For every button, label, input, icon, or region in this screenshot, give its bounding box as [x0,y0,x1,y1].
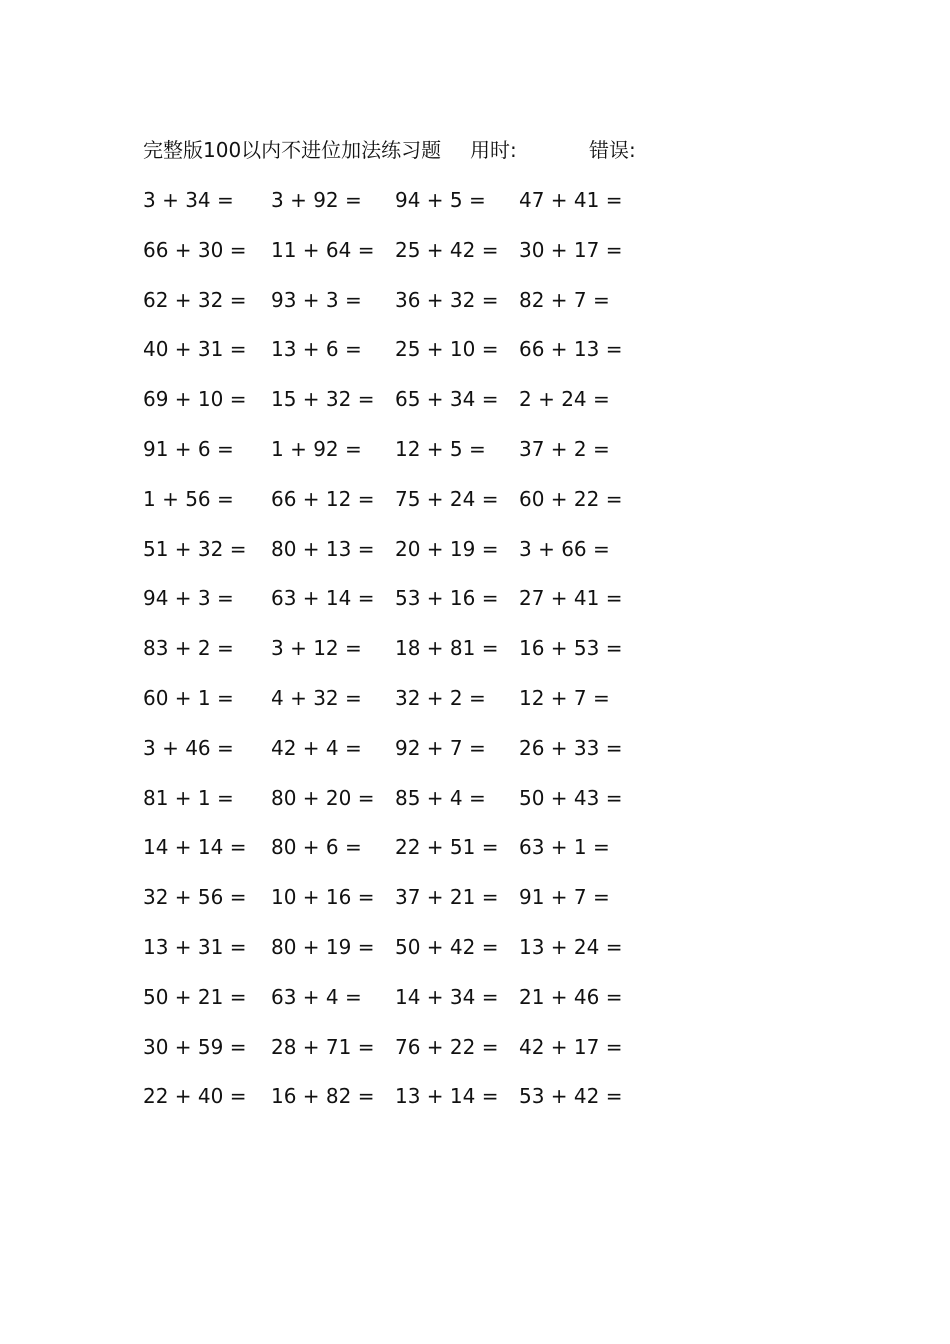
addition-problem: 3 + 66 = [519,536,610,561]
addition-problem: 50 + 21 = [143,984,247,1009]
addition-problem: 53 + 16 = [395,586,499,611]
addition-problem: 14 + 34 = [395,984,499,1009]
addition-problem: 27 + 41 = [519,586,623,611]
addition-problem: 80 + 6 = [271,835,362,860]
errors-label: 错误: [589,138,636,162]
problem-row [143,983,663,1033]
problem-row [143,385,663,435]
addition-problem: 80 + 19 = [271,934,375,959]
addition-problem: 40 + 31 = [143,337,247,362]
addition-problem: 3 + 46 = [143,735,234,760]
addition-problem: 12 + 5 = [395,436,486,461]
addition-problem: 3 + 92 = [271,188,362,212]
addition-problem: 51 + 32 = [143,536,247,561]
addition-problem: 30 + 17 = [519,237,623,262]
addition-problem: 65 + 34 = [395,387,499,412]
addition-problem: 22 + 51 = [395,835,499,860]
addition-problem: 50 + 42 = [395,934,499,959]
addition-problem: 13 + 6 = [271,337,362,362]
problem-row [143,186,663,236]
addition-problem: 75 + 24 = [395,486,499,511]
addition-problem: 69 + 10 = [143,387,247,412]
worksheet-title: 完整版100以内不进位加法练习题 [143,138,442,162]
addition-problem: 25 + 10 = [395,337,499,362]
addition-problem: 10 + 16 = [271,885,375,910]
addition-problem: 93 + 3 = [271,287,362,312]
problem-row [143,535,663,585]
addition-problem: 37 + 2 = [519,436,610,461]
addition-problem: 80 + 20 = [271,785,375,810]
problem-row [143,485,663,535]
addition-problem: 53 + 42 = [519,1084,623,1109]
addition-problem: 62 + 32 = [143,287,247,312]
addition-problem: 3 + 12 = [271,636,362,661]
addition-problem: 12 + 7 = [519,685,610,710]
addition-problem: 60 + 1 = [143,685,234,710]
problem-row [143,236,663,286]
addition-problem: 80 + 13 = [271,536,375,561]
addition-problem: 28 + 71 = [271,1034,375,1059]
addition-problem: 16 + 53 = [519,636,623,661]
problem-row [143,734,663,784]
addition-problem: 47 + 41 = [519,188,623,212]
addition-problem: 42 + 4 = [271,735,362,760]
addition-problem: 63 + 4 = [271,984,362,1009]
addition-problem: 81 + 1 = [143,785,234,810]
problem-row [143,933,663,983]
addition-problem: 1 + 92 = [271,436,362,461]
problem-row [143,634,663,684]
problem-row [143,435,663,485]
addition-problem: 13 + 24 = [519,934,623,959]
addition-problem: 91 + 6 = [143,436,234,461]
addition-problem: 22 + 40 = [143,1084,247,1109]
addition-problem: 66 + 13 = [519,337,623,362]
addition-problem: 2 + 24 = [519,387,610,412]
addition-problem: 30 + 59 = [143,1034,247,1059]
addition-problem: 3 + 34 = [143,188,234,212]
addition-problem: 60 + 22 = [519,486,623,511]
addition-problem: 32 + 56 = [143,885,247,910]
addition-problem: 63 + 1 = [519,835,610,860]
addition-problem: 15 + 32 = [271,387,375,412]
problem-row [143,584,663,634]
addition-problem: 14 + 14 = [143,835,247,860]
addition-problem: 85 + 4 = [395,785,486,810]
problem-row [143,1033,663,1083]
addition-problem: 66 + 30 = [143,237,247,262]
addition-problem: 13 + 14 = [395,1084,499,1109]
addition-problem: 16 + 82 = [271,1084,375,1109]
addition-problem: 26 + 33 = [519,735,623,760]
addition-problem: 18 + 81 = [395,636,499,661]
problem-row [143,335,663,385]
addition-problem: 4 + 32 = [271,685,362,710]
problem-row [143,833,663,883]
problem-row [143,883,663,933]
addition-problem: 82 + 7 = [519,287,610,312]
addition-problem: 83 + 2 = [143,636,234,661]
addition-problem: 25 + 42 = [395,237,499,262]
problem-grid [143,186,663,1132]
addition-problem: 50 + 43 = [519,785,623,810]
addition-problem: 13 + 31 = [143,934,247,959]
addition-problem: 36 + 32 = [395,287,499,312]
problem-row [143,784,663,834]
problem-row [143,286,663,336]
problem-row [143,1082,663,1132]
addition-problem: 37 + 21 = [395,885,499,910]
addition-problem: 91 + 7 = [519,885,610,910]
addition-problem: 11 + 64 = [271,237,375,262]
addition-problem: 63 + 14 = [271,586,375,611]
addition-problem: 1 + 56 = [143,486,234,511]
addition-problem: 76 + 22 = [395,1034,499,1059]
addition-problem: 32 + 2 = [395,685,486,710]
addition-problem: 94 + 3 = [143,586,234,611]
addition-problem: 21 + 46 = [519,984,623,1009]
addition-problem: 20 + 19 = [395,536,499,561]
addition-problem: 92 + 7 = [395,735,486,760]
addition-problem: 94 + 5 = [395,188,486,212]
addition-problem: 66 + 12 = [271,486,375,511]
problem-row [143,684,663,734]
time-used-label: 用时: [470,138,517,162]
addition-problem: 42 + 17 = [519,1034,623,1059]
